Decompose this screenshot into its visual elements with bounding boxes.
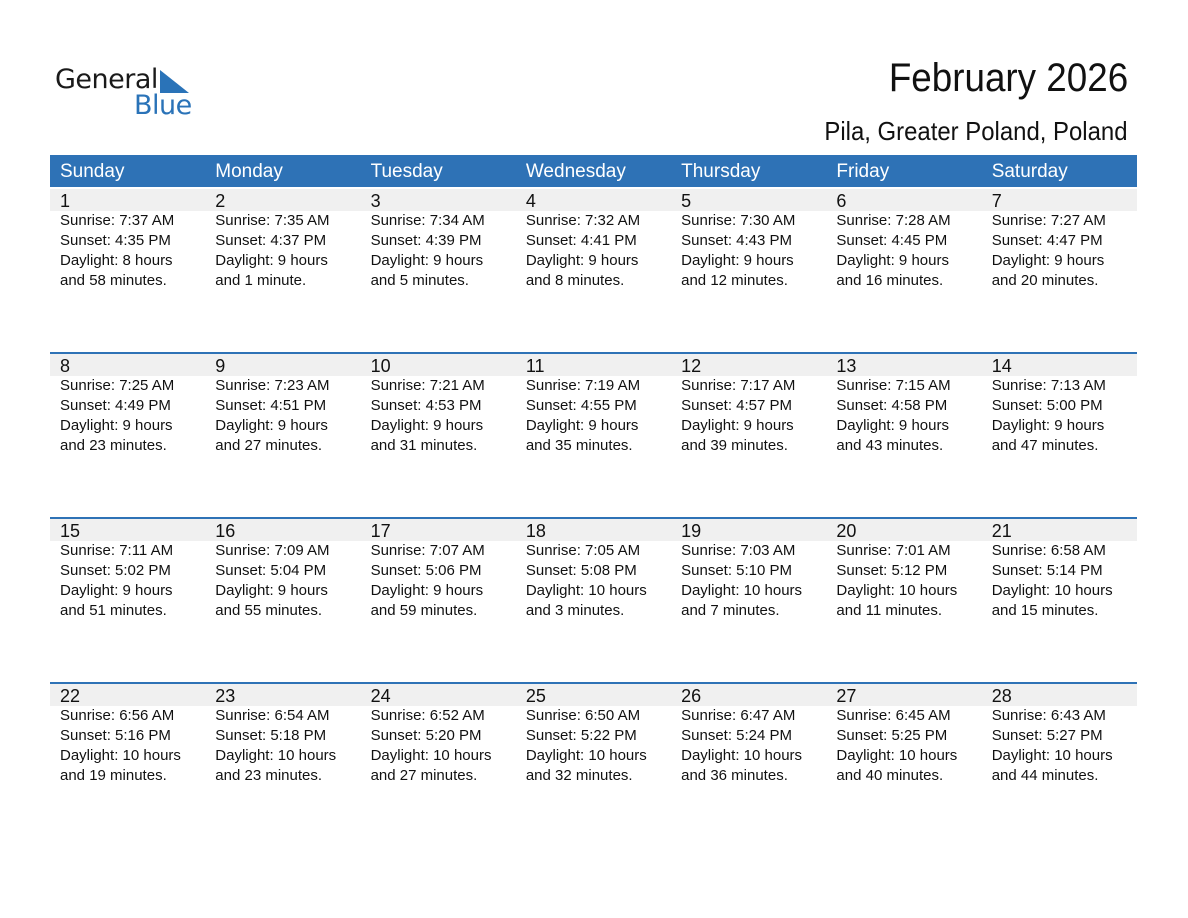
day-cell (516, 187, 671, 291)
daylight-minutes-text: and 8 minutes. (525, 272, 625, 289)
daylight-minutes-text: and 23 minutes. (215, 767, 323, 784)
sunrise-text: Sunrise: 7:23 AM (215, 377, 330, 394)
daylight-text: Daylight: 9 hours (370, 582, 484, 599)
daylight-text: Daylight: 10 hours (991, 582, 1113, 599)
sunset-text: Sunset: 4:35 PM (60, 232, 171, 249)
daylight-text: Daylight: 9 hours (215, 252, 328, 269)
daylight-text: Daylight: 9 hours (681, 252, 794, 269)
daylight-minutes-text: and 47 minutes. (991, 437, 1099, 454)
daylight-minutes-text: and 7 minutes. (681, 602, 780, 619)
sunset-text: Sunset: 5:06 PM (370, 562, 482, 579)
sunset-text: Sunset: 5:16 PM (60, 727, 171, 744)
day-cell (826, 682, 981, 786)
day-cell (982, 682, 1137, 786)
day-cell (361, 517, 516, 621)
daylight-text: Daylight: 10 hours (525, 747, 647, 764)
day-number: 20 (836, 521, 857, 541)
sunset-text: Sunset: 4:55 PM (525, 397, 637, 414)
daylight-text: Daylight: 9 hours (681, 417, 794, 434)
day-number: 14 (991, 356, 1012, 376)
day-number: 3 (370, 191, 381, 211)
daylight-text: Daylight: 10 hours (681, 747, 803, 764)
sunrise-text: Sunrise: 7:35 AM (215, 212, 330, 229)
day-cell (205, 517, 360, 621)
logo (55, 64, 205, 124)
day-number: 7 (991, 191, 1002, 211)
day-number: 8 (60, 356, 71, 376)
day-cell (50, 352, 205, 456)
day-number: 21 (991, 521, 1012, 541)
day-cell (826, 517, 981, 621)
daylight-text: Daylight: 9 hours (215, 417, 328, 434)
sunset-text: Sunset: 4:39 PM (370, 232, 482, 249)
sunrise-text: Sunrise: 6:58 AM (991, 542, 1106, 559)
day-cell (205, 187, 360, 291)
daylight-text: Daylight: 10 hours (215, 747, 337, 764)
weekday-wednesday: Wednesday (525, 161, 626, 182)
daylight-minutes-text: and 31 minutes. (370, 437, 478, 454)
sunset-text: Sunset: 4:57 PM (681, 397, 793, 414)
daylight-minutes-text: and 5 minutes. (370, 272, 469, 289)
daylight-minutes-text: and 36 minutes. (681, 767, 788, 784)
sunset-text: Sunset: 4:37 PM (215, 232, 327, 249)
sunset-text: Sunset: 5:10 PM (681, 562, 793, 579)
day-number: 15 (60, 521, 81, 541)
sunset-text: Sunset: 5:04 PM (215, 562, 327, 579)
sunrise-text: Sunrise: 7:01 AM (836, 542, 951, 559)
sunrise-text: Sunrise: 7:37 AM (60, 212, 175, 229)
daylight-minutes-text: and 19 minutes. (60, 767, 167, 784)
weekday-thursday: Thursday (681, 161, 761, 182)
sunset-text: Sunset: 5:20 PM (370, 727, 482, 744)
day-number: 19 (681, 521, 702, 541)
daylight-text: Daylight: 10 hours (525, 582, 647, 599)
sunrise-text: Sunrise: 7:34 AM (370, 212, 485, 229)
weekday-header (50, 155, 1137, 187)
daylight-text: Daylight: 10 hours (60, 747, 181, 764)
sunrise-text: Sunrise: 7:28 AM (836, 212, 951, 229)
sunset-text: Sunset: 4:47 PM (991, 232, 1103, 249)
sunrise-text: Sunrise: 7:19 AM (525, 377, 641, 394)
day-number: 16 (215, 521, 236, 541)
sunrise-text: Sunrise: 6:43 AM (991, 707, 1106, 724)
day-number: 6 (836, 191, 847, 211)
sunrise-text: Sunrise: 6:52 AM (370, 707, 485, 724)
daylight-minutes-text: and 23 minutes. (60, 437, 167, 454)
sunrise-text: Sunrise: 7:09 AM (215, 542, 330, 559)
day-number: 24 (370, 686, 391, 706)
week-row (50, 517, 1137, 682)
day-cell (671, 187, 826, 291)
sunrise-text: Sunrise: 6:56 AM (60, 707, 175, 724)
daylight-minutes-text: and 55 minutes. (215, 602, 323, 619)
daylight-minutes-text: and 43 minutes. (836, 437, 944, 454)
day-cell (516, 352, 671, 456)
daylight-text: Daylight: 9 hours (991, 417, 1105, 434)
sunrise-text: Sunrise: 7:21 AM (370, 377, 485, 394)
sunset-text: Sunset: 4:53 PM (370, 397, 482, 414)
daylight-minutes-text: and 1 minute. (215, 272, 307, 289)
daylight-text: Daylight: 9 hours (215, 582, 328, 599)
day-cell (361, 682, 516, 786)
sunset-text: Sunset: 5:27 PM (991, 727, 1103, 744)
day-number: 2 (215, 191, 226, 211)
sunrise-text: Sunrise: 6:50 AM (525, 707, 641, 724)
daylight-text: Daylight: 9 hours (525, 252, 639, 269)
day-number: 17 (370, 521, 391, 541)
daylight-minutes-text: and 27 minutes. (215, 437, 323, 454)
week-row (50, 187, 1137, 352)
daylight-text: Daylight: 10 hours (370, 747, 492, 764)
daylight-text: Daylight: 10 hours (681, 582, 803, 599)
day-number: 23 (215, 686, 236, 706)
day-cell (50, 682, 205, 786)
daylight-text: Daylight: 9 hours (525, 417, 639, 434)
sunset-text: Sunset: 5:25 PM (836, 727, 948, 744)
sunset-text: Sunset: 4:43 PM (681, 232, 793, 249)
day-number: 28 (991, 686, 1012, 706)
daylight-text: Daylight: 10 hours (836, 747, 958, 764)
day-cell (671, 352, 826, 456)
day-number: 26 (681, 686, 702, 706)
daylight-minutes-text: and 12 minutes. (681, 272, 788, 289)
sunrise-text: Sunrise: 7:03 AM (681, 542, 796, 559)
sunset-text: Sunset: 5:02 PM (60, 562, 171, 579)
sunrise-text: Sunrise: 7:32 AM (525, 212, 641, 229)
sunset-text: Sunset: 5:22 PM (525, 727, 637, 744)
day-number: 22 (60, 686, 81, 706)
daylight-minutes-text: and 40 minutes. (836, 767, 944, 784)
day-cell (826, 352, 981, 456)
daylight-minutes-text: and 15 minutes. (991, 602, 1099, 619)
day-number: 12 (681, 356, 702, 376)
week-row (50, 682, 1137, 847)
daylight-text: Daylight: 9 hours (370, 417, 484, 434)
location-subtitle: Pila, Greater Poland, Poland (824, 116, 1128, 146)
sunrise-text: Sunrise: 7:15 AM (836, 377, 951, 394)
day-number: 13 (836, 356, 857, 376)
daylight-minutes-text: and 16 minutes. (836, 272, 944, 289)
daylight-minutes-text: and 44 minutes. (991, 767, 1099, 784)
sunset-text: Sunset: 4:41 PM (525, 232, 637, 249)
day-number: 25 (525, 686, 546, 706)
day-cell (826, 187, 981, 291)
sunrise-text: Sunrise: 7:27 AM (991, 212, 1106, 229)
day-cell (671, 517, 826, 621)
sunset-text: Sunset: 5:14 PM (991, 562, 1103, 579)
day-number: 9 (215, 356, 226, 376)
daylight-text: Daylight: 9 hours (991, 252, 1105, 269)
sunrise-text: Sunrise: 6:47 AM (681, 707, 796, 724)
sunrise-text: Sunrise: 7:13 AM (991, 377, 1106, 394)
sunset-text: Sunset: 5:00 PM (991, 397, 1103, 414)
day-number: 27 (836, 686, 857, 706)
logo-word-blue: Blue (134, 90, 192, 121)
sunset-text: Sunset: 5:12 PM (836, 562, 948, 579)
sunrise-text: Sunrise: 6:54 AM (215, 707, 330, 724)
weekday-monday: Monday (215, 161, 283, 182)
weekday-saturday: Saturday (991, 161, 1068, 182)
weekday-tuesday: Tuesday (370, 161, 443, 182)
day-cell (361, 187, 516, 291)
sunset-text: Sunset: 5:08 PM (525, 562, 637, 579)
sunset-text: Sunset: 4:45 PM (836, 232, 948, 249)
daylight-minutes-text: and 32 minutes. (525, 767, 633, 784)
day-number: 5 (681, 191, 692, 211)
weekday-friday: Friday (836, 161, 890, 182)
daylight-text: Daylight: 9 hours (60, 582, 173, 599)
day-number: 4 (525, 191, 536, 211)
sunset-text: Sunset: 4:49 PM (60, 397, 171, 414)
daylight-minutes-text: and 35 minutes. (525, 437, 633, 454)
daylight-text: Daylight: 9 hours (836, 417, 949, 434)
sunrise-text: Sunrise: 7:05 AM (525, 542, 641, 559)
sunrise-text: Sunrise: 7:25 AM (60, 377, 175, 394)
daylight-text: Daylight: 10 hours (836, 582, 958, 599)
day-cell (205, 352, 360, 456)
day-cell (205, 682, 360, 786)
day-cell (516, 517, 671, 621)
daylight-text: Daylight: 9 hours (370, 252, 484, 269)
daylight-minutes-text: and 20 minutes. (991, 272, 1099, 289)
day-cell (671, 682, 826, 786)
sunrise-text: Sunrise: 7:11 AM (60, 542, 174, 559)
day-number: 1 (60, 191, 71, 211)
day-cell (982, 352, 1137, 456)
page-title: February 2026 (888, 56, 1128, 100)
sunset-text: Sunset: 5:24 PM (681, 727, 793, 744)
daylight-minutes-text: and 27 minutes. (370, 767, 478, 784)
daylight-text: Daylight: 10 hours (991, 747, 1113, 764)
daylight-text: Daylight: 8 hours (60, 252, 173, 269)
day-number: 18 (525, 521, 546, 541)
sunset-text: Sunset: 4:58 PM (836, 397, 948, 414)
sunrise-text: Sunrise: 7:17 AM (681, 377, 796, 394)
day-cell (982, 517, 1137, 621)
sunset-text: Sunset: 5:18 PM (215, 727, 327, 744)
daylight-minutes-text: and 3 minutes. (525, 602, 625, 619)
day-cell (982, 187, 1137, 291)
daylight-minutes-text: and 59 minutes. (370, 602, 478, 619)
daylight-minutes-text: and 11 minutes. (836, 602, 943, 619)
sunrise-text: Sunrise: 7:07 AM (370, 542, 485, 559)
sunrise-text: Sunrise: 6:45 AM (836, 707, 951, 724)
day-cell (361, 352, 516, 456)
day-number: 10 (370, 356, 391, 376)
day-cell (516, 682, 671, 786)
logo-word-general: General (55, 64, 158, 95)
daylight-minutes-text: and 58 minutes. (60, 272, 167, 289)
daylight-text: Daylight: 9 hours (836, 252, 949, 269)
day-number: 11 (525, 356, 545, 376)
sunrise-text: Sunrise: 7:30 AM (681, 212, 796, 229)
daylight-minutes-text: and 39 minutes. (681, 437, 788, 454)
day-cell (50, 187, 205, 291)
day-cell (50, 517, 205, 621)
week-row (50, 352, 1137, 517)
daylight-text: Daylight: 9 hours (60, 417, 173, 434)
weekday-sunday: Sunday (60, 161, 125, 182)
sunset-text: Sunset: 4:51 PM (215, 397, 327, 414)
daylight-minutes-text: and 51 minutes. (60, 602, 167, 619)
